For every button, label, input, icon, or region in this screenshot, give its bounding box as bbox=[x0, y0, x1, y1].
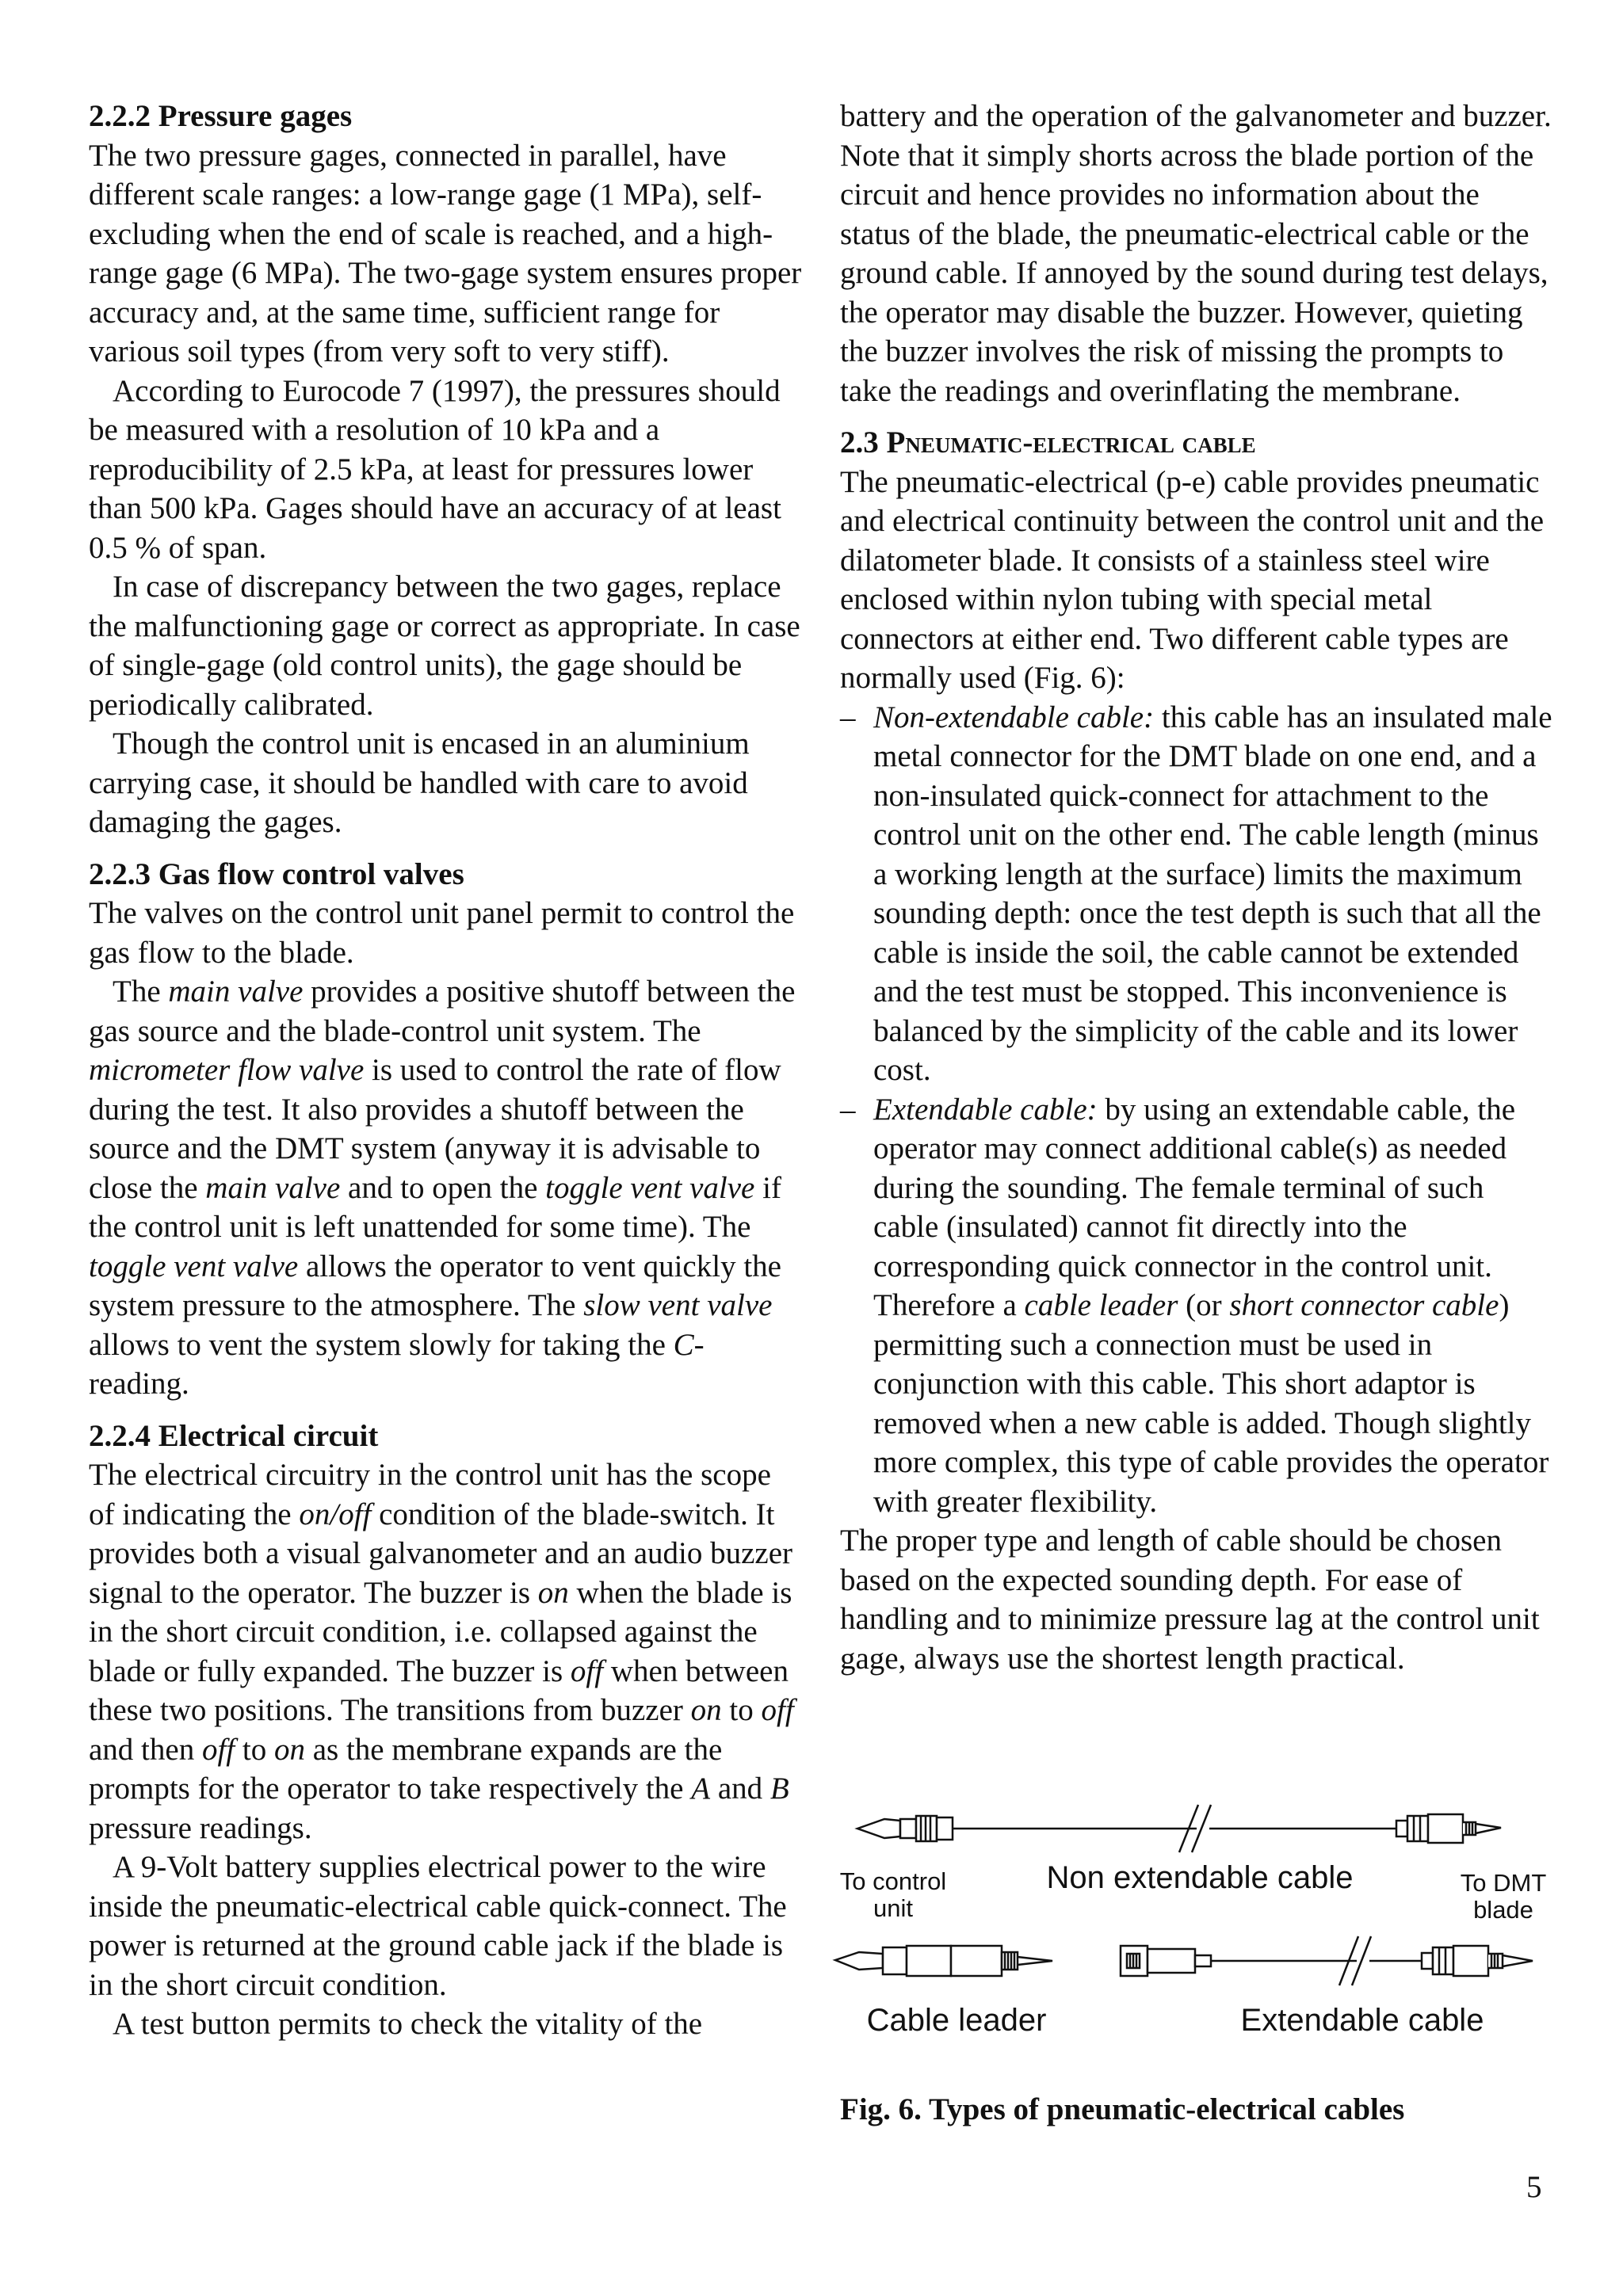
paragraph-valves: The main valve provides a positive shutoff between the gas source and the blade-control unit system. The micrometer flow valve is used to control the rate of flow during the test. It also provides a shutoff between the source and the DMT system (anyway it is advisable to close the main valve and to open the toggle vent valve if the control unit is left unattended for some time). The toggle vent valve allows the operator to vent quickly the system pressure to the atmosphere. The slow vent valve allows to vent the system slowly for taking the C-reading. bbox=[89, 974, 796, 1401]
page-number: 5 bbox=[1526, 2170, 1542, 2204]
label-non-extendable-cable: Non extendable cable bbox=[1046, 1860, 1354, 1895]
paragraph: Though the control unit is encased in an aluminium carrying case, it should be handled with care to avoid damaging the gages. bbox=[89, 727, 750, 839]
list-item: – Non-extendable cable: this cable has an insulated male metal connector for the DMT blade on one end, and a non-insulated quick-connect for attachment to the control unit on the other end. The cable length (minus a working length at the surface) limits the maximum sounding depth: once the test depth is such that all the cable is inside the soil, the cable cannot be extended and the test must be stopped. This inconvenience is balanced by the simplicity of the cable and its lower cost. bbox=[840, 698, 1553, 1090]
non-extendable-cable-drawing bbox=[857, 1805, 1501, 1852]
cable-leader-drawing bbox=[835, 1946, 1052, 1976]
label-to-dmt-blade: To DMT blade bbox=[1460, 1869, 1547, 1924]
section-heading-2-2-4: 2.2.4 Electrical circuit bbox=[89, 1418, 379, 1453]
paragraph-electrical: The electrical circuitry in the control unit has the scope of indicating the on/off condition of the blade-switch. It provides both a visual galvanometer and an audio buzzer signal to the operator. The buzzer is on when the blade is in the short circuit condition, i.e. collapsed against the blade or fully expanded. The buzzer is off when between these two positions. The transitions from buzzer on to off and then off to on as the membrane expands are the prompts for the operator to take respectively the A and B pressure readings. bbox=[89, 1458, 794, 1845]
list-item: – Extendable cable: by using an extendable cable, the operator may connect additional cable(s) as needed during the sounding. The female terminal of such cable (insulated) cannot fit directly into the corresponding quick connector in the control unit. Therefore a cable leader (or short connector cable) permitting such a connection must be used in conjunction with this cable. This short adaptor is removed when a new cable is added. Though slightly more complex, this type of cable provides the operator with greater flexibility. bbox=[840, 1090, 1553, 1522]
dash-marker: – bbox=[840, 1092, 856, 1127]
paragraph: The two pressure gages, connected in parallel, have different scale ranges: a low-range gage (1 MPa), self-excluding when the end of scale is reached, and a high-range gage (6 MPa). The two-gage system ensures proper accuracy and, at the same time, sufficient range for various soil types (from very soft to very stiff). bbox=[89, 138, 802, 368]
figure-caption: Fig. 6. Types of pneumatic-electrical cables bbox=[840, 2092, 1405, 2126]
paragraph: According to Eurocode 7 (1997), the pressures should be measured with a resolution of 10 kPa and a reproducibility of 2.5 kPa, at least for pressures lower than 500 kPa. Gages should have an accuracy of at least 0.5 % of span. bbox=[89, 373, 781, 565]
right-column bbox=[840, 97, 1553, 1678]
label-extendable-cable: Extendable cable bbox=[1240, 2003, 1484, 2038]
dash-marker: – bbox=[840, 700, 856, 734]
paragraph: The proper type and length of cable should be chosen based on the expected sounding depth. For ease of handling and to minimize pressure lag at the control unit gage, always use the shortest length practical. bbox=[840, 1524, 1540, 1676]
extendable-cable-drawing bbox=[1121, 1936, 1533, 1985]
cable-figure bbox=[827, 1767, 1572, 2052]
paragraph: battery and the operation of the galvanometer and buzzer. Note that it simply shorts across the blade portion of the circuit and hence provides no information about the status of the blade, the pneumatic-electrical cable or the ground cable. If annoyed by the sound during test delays, the operator may disable the buzzer. However, quieting the buzzer involves the risk of missing the prompts to take the readings and overinflating the membrane. bbox=[840, 99, 1552, 408]
paragraph: A test button permits to check the vitality of the bbox=[113, 2007, 703, 2041]
paragraph: In case of discrepancy between the two gages, replace the malfunctioning gage or correct as appropriate. In case of single-gage (old control units), the gage should be periodically calibrated. bbox=[89, 570, 800, 722]
paragraph: A 9-Volt battery supplies electrical power to the wire inside the pneumatic-electrical cable quick-connect. The power is returned at the ground cable jack if the blade is in the short circuit condition. bbox=[89, 1850, 787, 2002]
left-column bbox=[89, 97, 802, 2044]
section-heading-2-2-2: 2.2.2 Pressure gages bbox=[89, 99, 353, 133]
paragraph: The pneumatic-electrical (p-e) cable provides pneumatic and electrical continuity between the control unit and the dilatometer blade. It consists of a stainless steel wire enclosed within nylon tubing with special metal connectors at either end. Two different cable types are normally used (Fig. 6): bbox=[840, 464, 1545, 695]
label-cable-leader: Cable leader bbox=[866, 2003, 1047, 2038]
paragraph: The valves on the control unit panel permit to control the gas flow to the blade. bbox=[89, 896, 795, 970]
section-heading-2-3: 2.3 Pneumatic-electrical cable bbox=[840, 425, 1256, 460]
section-heading-2-2-3: 2.2.3 Gas flow control valves bbox=[89, 856, 464, 891]
label-to-control-unit: To control unit bbox=[839, 1867, 947, 1922]
